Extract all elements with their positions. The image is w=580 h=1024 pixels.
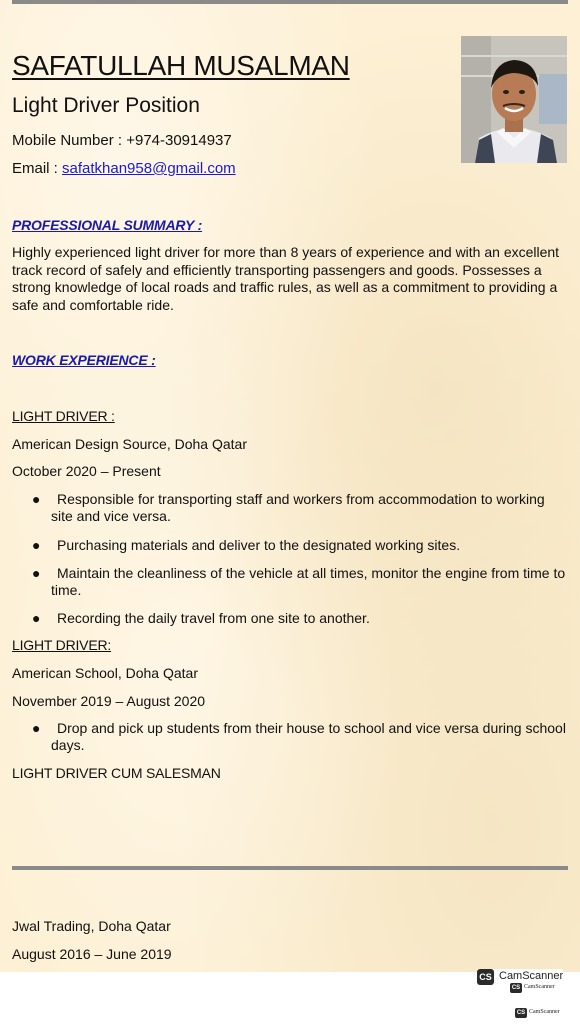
list-item: ● Drop and pick up students from their house to school and vice versa during school days. [32,720,566,753]
list-item: ● Recording the daily travel from one site to another. [32,610,370,626]
camscanner-icon: CS [511,985,521,991]
bullet-icon: ● [32,537,41,553]
email-label: Email : [12,160,58,177]
summary-text: Highly experienced light driver for more than 8 years of experience and with an excellent track record of safely and efficiently transporting passengers and goods. Possesses a strong knowledge of local roads and traffic rules, as well as a commitment to providing a safe and comfortable ride. [12,244,560,313]
camscanner-label: CamScanner [524,984,555,990]
job-3-title: LIGHT DRIVER CUM SALESMAN [12,765,221,781]
job-2-company: American School, Doha Qatar [12,665,198,681]
camscanner-label: CamScanner [529,1009,560,1015]
bullet-icon: ● [32,720,41,736]
list-item: ● Maintain the cleanliness of the vehicle at all times, monitor the engine from time to time. [32,565,566,598]
job-3-dates: August 2016 – June 2019 [12,946,172,962]
list-item: ● Purchasing materials and deliver to the designated working sites. [32,537,461,553]
mobile-label: Mobile Number : [12,132,123,149]
profile-photo [461,36,567,163]
job-1-company: American Design Source, Doha Qatar [12,436,247,452]
work-heading: WORK EXPERIENCE : [12,352,156,368]
bullet-icon: ● [32,565,41,581]
mobile-value: +974-30914937 [126,132,232,149]
top-divider [12,0,568,4]
candidate-name: SAFATULLAH MUSALMAN [12,50,350,81]
email-line [12,160,236,177]
camscanner-icon: CS [477,969,494,985]
position-title: Light Driver Position [12,94,200,117]
camscanner-watermark-small [515,1008,565,1018]
job-2-dates: November 2019 – August 2020 [12,693,206,709]
summary-heading: PROFESSIONAL SUMMARY : [12,217,203,233]
bullet-icon: ● [32,610,41,626]
email-link[interactable]: safatkhan958@gmail.com [62,160,236,177]
job-3-company: Jwal Trading, Doha Qatar [12,918,171,934]
page-break-divider [12,866,568,870]
job-1-title: LIGHT DRIVER : [12,408,115,424]
list-item: ● Responsible for transporting staff and workers from accommodation to working site and vice versa. [32,491,545,524]
job-2-title: LIGHT DRIVER: [12,637,112,653]
mobile-line [12,132,232,149]
camscanner-watermark-small [510,983,560,993]
bullet-icon: ● [32,491,41,507]
camscanner-label: CamScanner [499,970,564,982]
job-1-dates: October 2020 – Present [12,463,161,479]
camscanner-icon: CS [516,1010,526,1016]
